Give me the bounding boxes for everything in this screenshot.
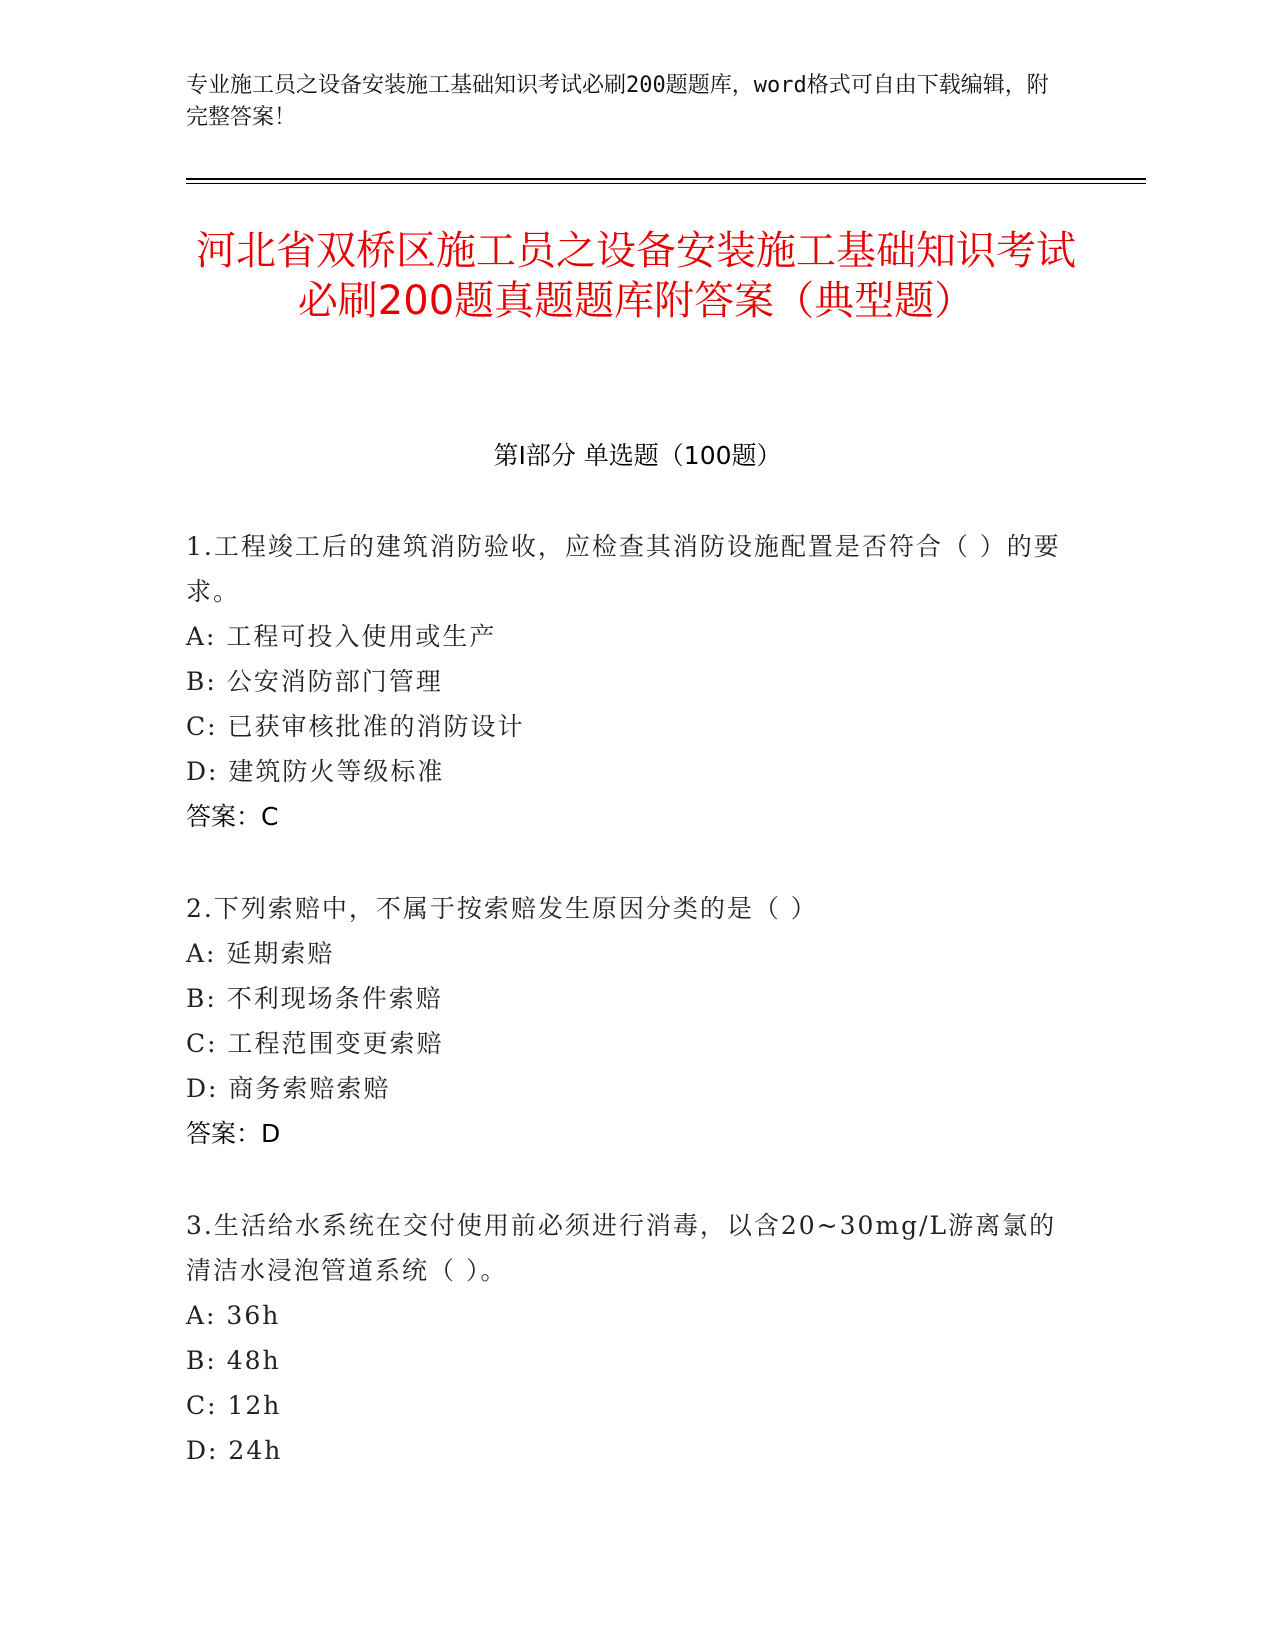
answer: 答案：D [186, 1119, 281, 1148]
question-1 [186, 524, 1066, 840]
option-b: B: 公安消防部门管理 [186, 667, 443, 696]
option-d: D: 商务索赔索赔 [186, 1074, 391, 1103]
question-2 [186, 886, 1066, 1157]
question-list [186, 524, 1066, 1519]
option-b: B: 48h [186, 1346, 281, 1375]
question-stem: 2.下列索赔中，不属于按索赔发生原因分类的是（ ） [186, 894, 818, 923]
header-divider-thin [186, 183, 1146, 184]
option-b: B: 不利现场条件索赔 [186, 984, 443, 1013]
section-title: 第Ⅰ部分 单选题（100题） [493, 441, 782, 470]
option-d: D: 建筑防火等级标准 [186, 757, 445, 786]
question-3 [186, 1203, 1066, 1473]
option-a: A: 延期索赔 [186, 939, 335, 968]
header-divider-thick [186, 178, 1146, 180]
header-note: 专业施工员之设备安装施工基础知识考试必刷200题题库，word格式可自由下载编辑，附完整答案！ [186, 73, 1049, 130]
option-a: A: 工程可投入使用或生产 [186, 622, 497, 651]
option-c: C: 12h [186, 1391, 282, 1420]
question-stem: 1.工程竣工后的建筑消防验收，应检查其消防设施配置是否符合（ ）的要求。 [186, 532, 1061, 606]
document-title: 河北省双桥区施工员之设备安装施工基础知识考试必刷200题真题题库附答案（典型题） [196, 228, 1076, 324]
answer: 答案：C [186, 802, 279, 831]
option-c: C: 工程范围变更索赔 [186, 1029, 444, 1058]
option-d: D: 24h [186, 1436, 283, 1465]
question-stem: 3.生活给水系统在交付使用前必须进行消毒，以含20~30mg/L游离氯的清洁水浸泡管道系统（ ）。 [186, 1211, 1057, 1285]
option-a: A: 36h [186, 1301, 281, 1330]
option-c: C: 已获审核批准的消防设计 [186, 712, 525, 741]
